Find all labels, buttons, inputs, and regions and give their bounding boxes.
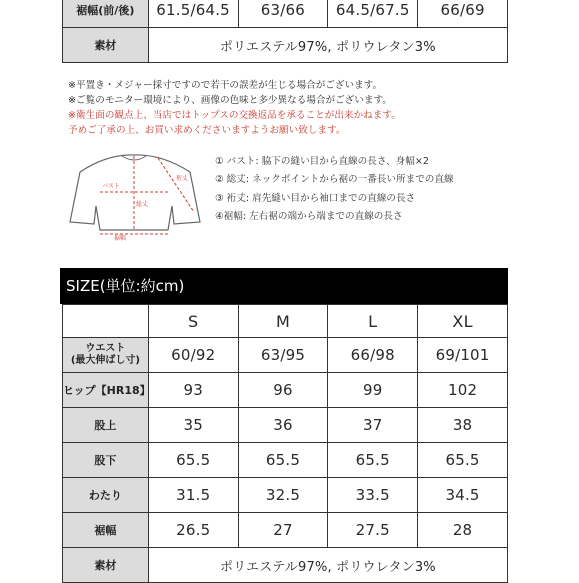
table-row [63,548,508,583]
material-cell: ポリエステル97%, ポリウレタン3% [148,548,507,583]
size-header: M [238,305,328,338]
table-cell: 28 [418,513,508,548]
table-cell: 65.5 [418,443,508,478]
legend-item: ① バスト: 脇下の縫い目から直線の長さ、身幅×2 [215,156,429,167]
row-label [63,338,149,373]
table-row [63,443,508,478]
size-table [62,304,508,583]
legend-item: ② 総丈: ネックポイントから裾の一番長い所までの直線 [215,174,454,186]
table-cell: 63/95 [238,338,328,373]
material-cell: ポリエステル97%, ポリウレタン3% [148,28,507,63]
row-label: 股下 [63,443,149,478]
table-cell: 65.5 [328,443,418,478]
row-label: 裾幅(前/後) [63,0,149,28]
table-row [63,513,508,548]
table-cell: 65.5 [148,443,238,478]
size-header: XL [418,305,508,338]
table-cell: 63/66 [238,0,328,28]
table-cell: 64.5/67.5 [328,0,418,28]
table-cell: 33.5 [328,478,418,513]
notes [68,78,401,138]
table-cell: 60/92 [148,338,238,373]
note-line: ※平置き・メジャー採寸ですので若干の誤差が生じる場合がございます。 [68,80,383,91]
note-line-warning: ※衛生面の観点上、当店ではトップスの交換返品を承ることが出来かねます。 [68,110,401,121]
table-cell: 99 [328,373,418,408]
table-cell: 36 [238,408,328,443]
table-cell: 61.5/64.5 [148,0,238,28]
note-line-warning: 予めご了承の上、お買い求めくださいますようお願い致します。 [68,125,346,136]
table-cell: 34.5 [418,478,508,513]
table-cell: 35 [148,408,238,443]
table-cell: 102 [418,373,508,408]
size-banner: SIZE(単位:約cm) [60,268,508,304]
table-cell: 69/101 [418,338,508,373]
row-label: わたり [63,478,149,513]
row-label: 素材 [63,28,149,63]
table-cell: 32.5 [238,478,328,513]
size-header: L [328,305,418,338]
table-cell: 37 [328,408,418,443]
top-size-table [62,0,508,63]
row-label: 裾幅 [63,513,149,548]
diagram-label-sleeve: 裄丈 [176,175,189,182]
note-line: ※ご覧のモニター環境により、画像の色味と多少異なる場合がございます。 [68,95,392,106]
table-row [63,373,508,408]
table-cell: 38 [418,408,508,443]
measure-legend [215,153,454,226]
row-label-line: ウエスト [85,343,126,354]
table-cell: 96 [238,373,328,408]
table-cell: 66/98 [328,338,418,373]
table-row [63,408,508,443]
row-label: 股上 [63,408,149,443]
legend-item: ④裾幅: 左右裾の端から端までの直線の長さ [215,210,403,222]
table-row [63,338,508,373]
table-cell: 31.5 [148,478,238,513]
table-cell: 66/69 [418,0,508,28]
table-cell: 27 [238,513,328,548]
diagram-label-length: 総丈 [136,201,149,208]
table-cell: 27.5 [328,513,418,548]
size-header: S [148,305,238,338]
table-header-row [63,305,508,338]
table-row [63,478,508,513]
legend-item: ③ 裄丈: 肩先縫い目から袖口までの直線の長さ [215,192,416,204]
diagram-label-bust: バスト [102,183,121,190]
row-label-line: (最大伸ばし寸) [70,355,140,366]
table-row [63,28,508,63]
table-row [63,0,508,28]
corner-cell [63,305,149,338]
garment-diagram [62,150,212,242]
table-cell: 93 [148,373,238,408]
table-cell: 65.5 [238,443,328,478]
row-label: 素材 [63,548,149,583]
table-cell: 26.5 [148,513,238,548]
diagram-label-hem: 裾幅 [114,235,127,242]
row-label: ヒップ【HR18】 [63,373,149,408]
